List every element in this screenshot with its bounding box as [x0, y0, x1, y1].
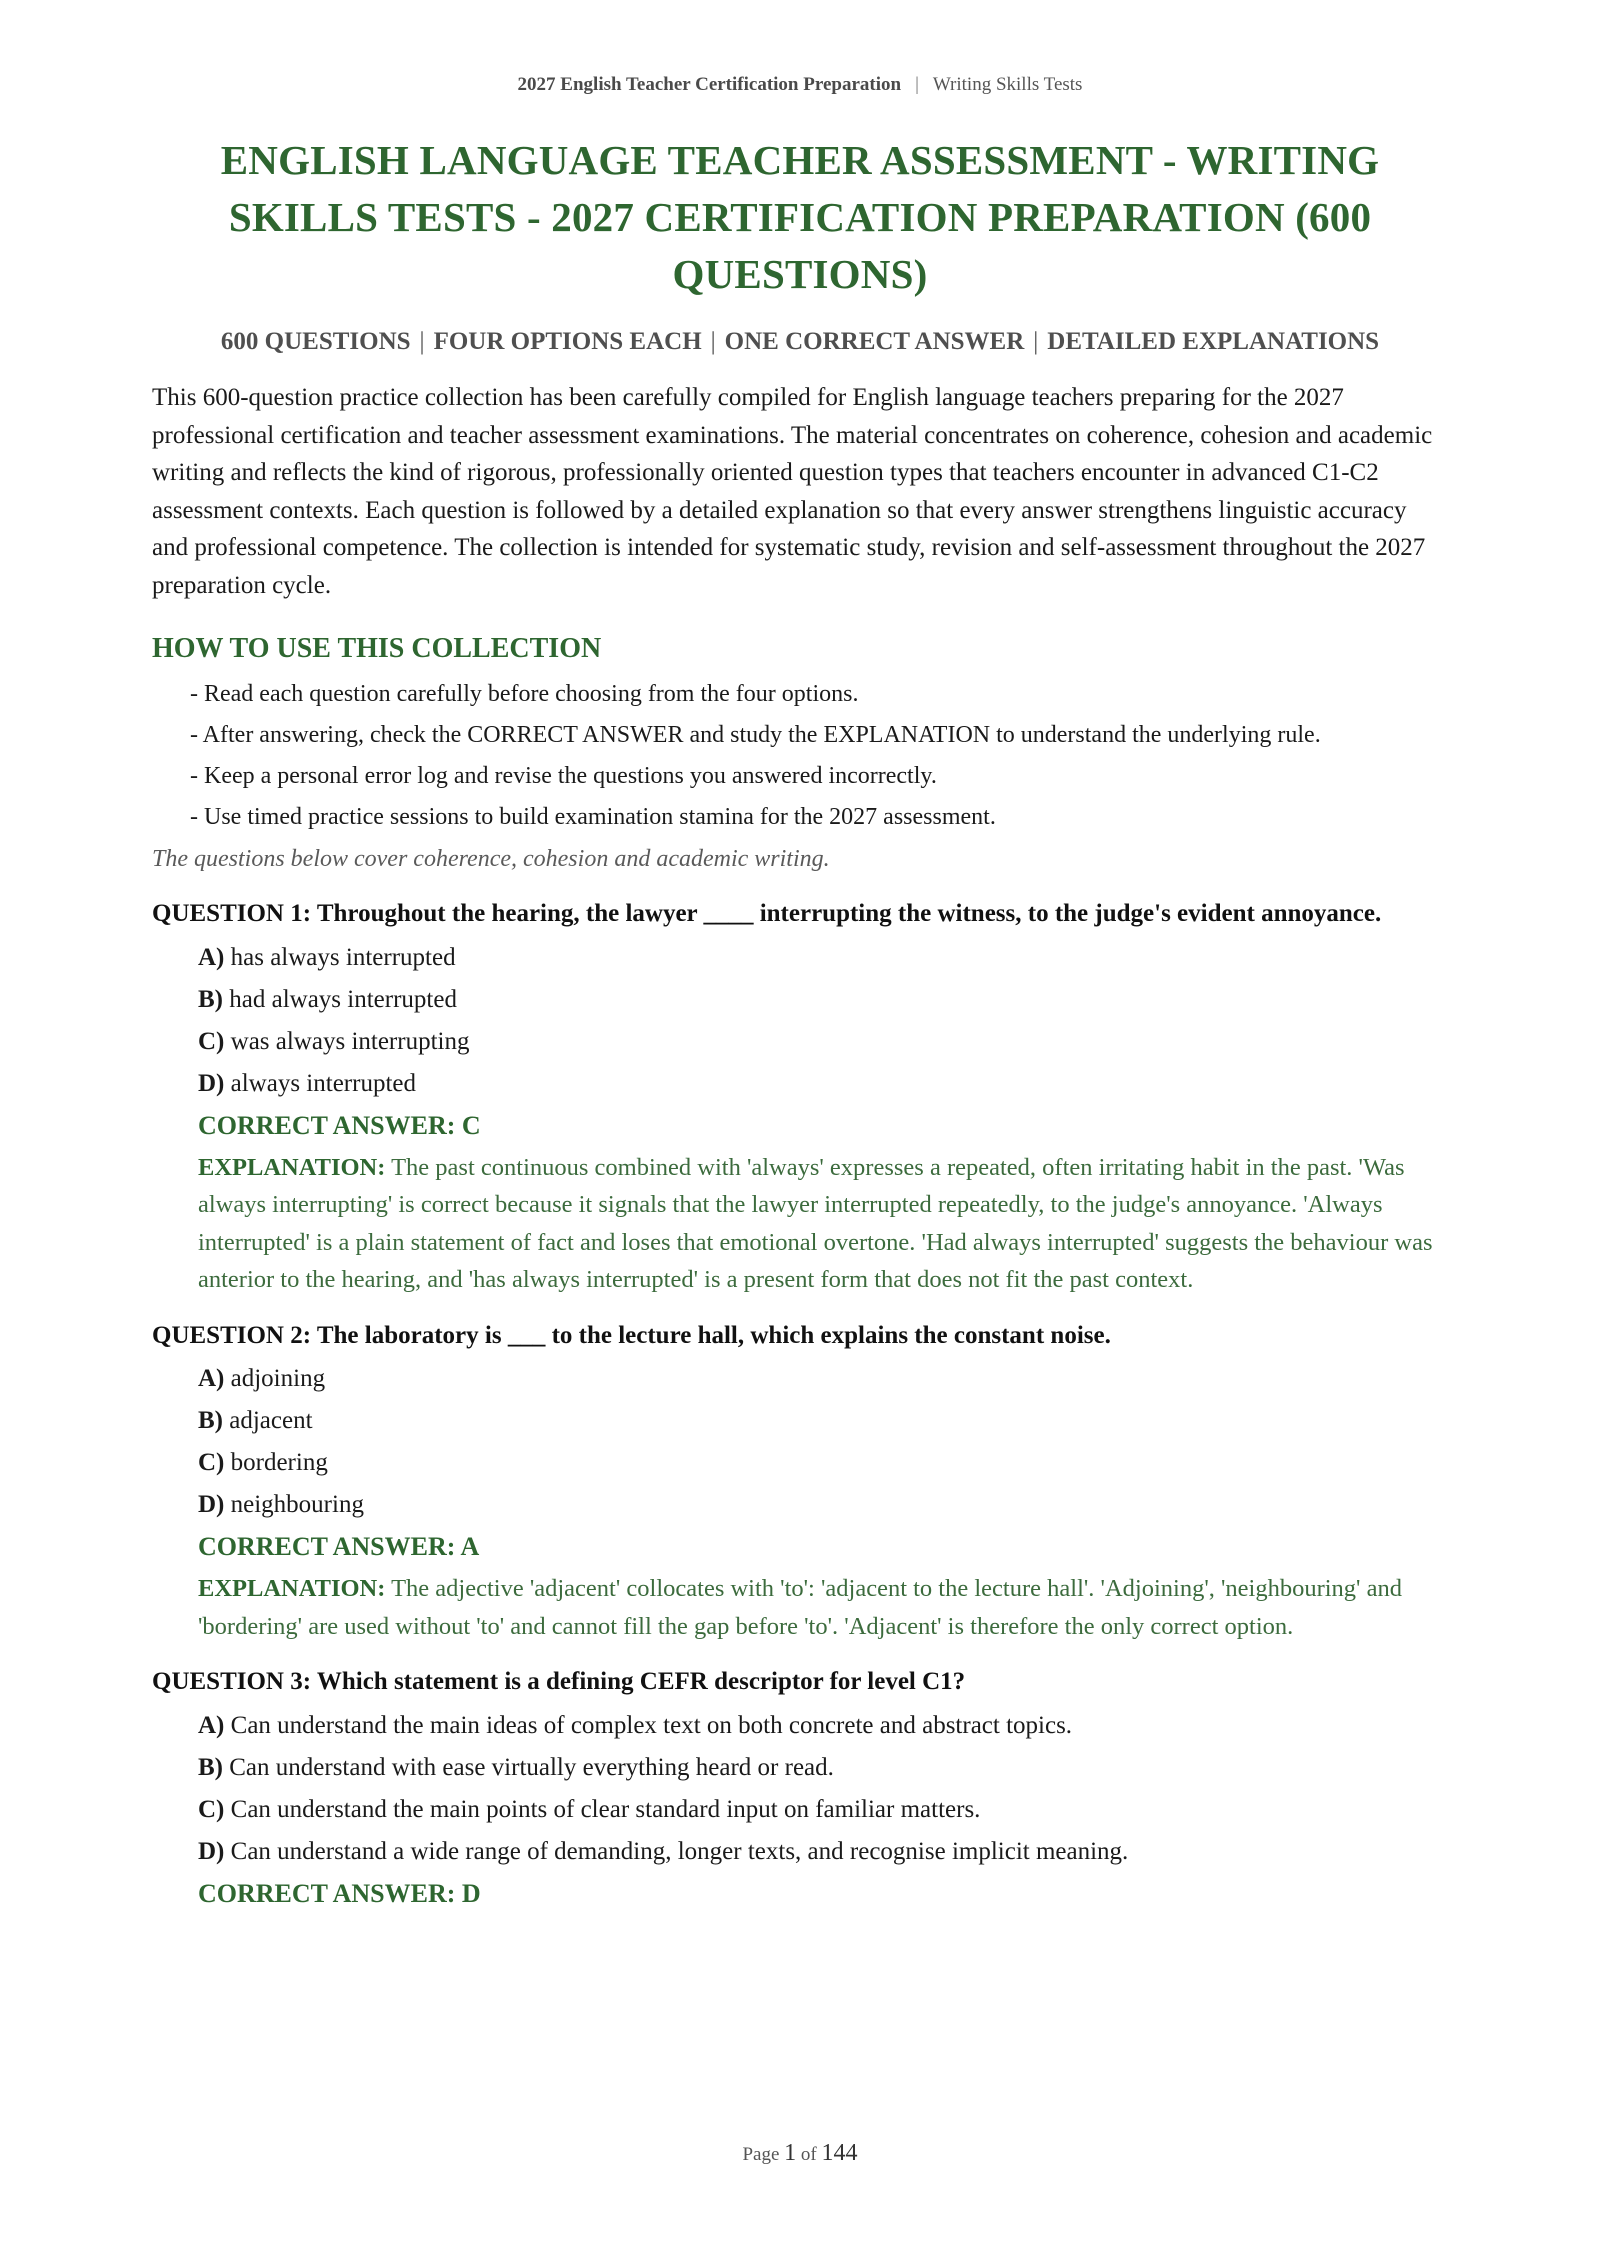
option-text: Can understand with ease virtually everything heard or read. — [229, 1753, 834, 1781]
option-letter: A) — [198, 1711, 225, 1739]
explanation-text: The adjective 'adjacent' collocates with 'to': 'adjacent to the lecture hall'. 'Adjoining', 'neighbouring' and 'bordering' are used without 'to' and cannot fill the gap before 'to'. 'Adjacent' is therefore the only correct option. — [198, 1575, 1402, 1640]
option-text: bordering — [230, 1449, 328, 1476]
subtitle-separator: | — [710, 328, 716, 355]
question-stem: QUESTION 1: Throughout the hearing, the lawyer ____ interrupting the witness, to the judge's evident annoyance. — [152, 900, 1382, 927]
option-list — [152, 1360, 1448, 1523]
option-letter: C) — [198, 1027, 225, 1055]
option-text: had always interrupted — [229, 985, 457, 1013]
howto-item: - After answering, check the CORRECT ANSWER and study the EXPLANATION to understand the underlying rule. — [190, 722, 1321, 748]
option-letter: B) — [198, 1753, 223, 1781]
page-footer — [0, 2140, 1600, 2167]
option-text: always interrupted — [230, 1069, 416, 1097]
document-title: ENGLISH LANGUAGE TEACHER ASSESSMENT - WRITING SKILLS TESTS - 2027 CERTIFICATION PREPARATION (600 QUESTIONS) — [220, 137, 1380, 297]
intro-paragraph: This 600-question practice collection has been carefully compiled for English language teachers preparing for the 2027 professional certification and teacher assessment examinations. The material concentrates on coherence, cohesion and academic writing and reflects the kind of rigorous, professionally oriented question types that teachers encounter in advanced C1-C2 assessment contexts. Each question is followed by a detailed explanation so that every answer strengthens linguistic accuracy and professional competence. The collection is intended for systematic study, revision and self-assessment throughout the 2027 preparation cycle. — [152, 384, 1433, 599]
page-current: 1 — [784, 2140, 797, 2166]
correct-answer: CORRECT ANSWER: C — [198, 1110, 481, 1140]
subtitle-bar — [152, 325, 1448, 359]
option-letter: D) — [198, 1491, 225, 1518]
option-letter: D) — [198, 1069, 225, 1097]
option-item — [198, 1791, 1448, 1828]
page-content — [152, 132, 1448, 1913]
howto-item: - Use timed practice sessions to build examination stamina for the 2027 assessment. — [190, 804, 996, 830]
option-text: adjoining — [230, 1365, 326, 1392]
option-text: Can understand the main ideas of complex text on both concrete and abstract topics. — [230, 1711, 1073, 1739]
option-item — [198, 1360, 1448, 1397]
page-total: 144 — [821, 2140, 858, 2166]
subtitle-separator: | — [419, 328, 425, 355]
option-letter: A) — [198, 1365, 225, 1392]
subtitle-item: FOUR OPTIONS EACH — [433, 328, 702, 355]
option-text: has always interrupted — [230, 943, 456, 971]
option-letter: B) — [198, 985, 223, 1013]
option-text: Can understand a wide range of demanding, longer texts, and recognise implicit meaning. — [230, 1837, 1129, 1865]
explanation-text: The past continuous combined with 'always' expresses a repeated, often irritating habit in the past. 'Was always interrupting' is correct because it signals that the lawyer interrupted repeatedly, to the judge's annoyance. 'Always interrupted' is a plain statement of fact and loses that emotional overtone. 'Had always interrupted' suggests the behaviour was anterior to the hearing, and 'has always interrupted' is a present form that does not fit the past context. — [198, 1153, 1433, 1293]
subtitle-item: DETAILED EXPLANATIONS — [1047, 328, 1380, 355]
option-text: adjacent — [229, 1407, 313, 1434]
question-stem: QUESTION 2: The laboratory is ___ to the lecture hall, which explains the constant noise. — [152, 1321, 1111, 1349]
question-block — [152, 1663, 1448, 1913]
howto-item: - Read each question carefully before choosing from the four options. — [190, 681, 859, 707]
option-letter: A) — [198, 943, 225, 971]
header-right-text: Writing Skills Tests — [932, 74, 1083, 95]
option-item — [198, 1402, 1448, 1439]
option-item — [198, 1065, 1448, 1102]
subtitle-item: 600 QUESTIONS — [220, 328, 411, 355]
header-left-text: 2027 English Teacher Certification Preparation — [517, 74, 902, 95]
explanation — [152, 1570, 1448, 1645]
subtitle-separator: | — [1033, 328, 1039, 355]
question-stem: QUESTION 3: Which statement is a defining CEFR descriptor for level C1? — [152, 1668, 966, 1695]
running-header — [0, 74, 1600, 96]
correct-answer: CORRECT ANSWER: A — [198, 1532, 480, 1561]
option-text: Can understand the main points of clear standard input on familiar matters. — [230, 1795, 981, 1823]
option-item — [198, 1486, 1448, 1523]
option-item — [198, 1444, 1448, 1481]
scope-note: The questions below cover coherence, cohesion and academic writing. — [152, 846, 830, 872]
explanation — [152, 1149, 1448, 1299]
subtitle-item: ONE CORRECT ANSWER — [724, 328, 1025, 355]
option-item — [198, 1833, 1448, 1870]
header-separator: | — [915, 74, 919, 95]
option-text: neighbouring — [230, 1491, 364, 1518]
explanation-label: EXPLANATION: — [198, 1575, 386, 1602]
option-letter: C) — [198, 1795, 225, 1823]
page-word: Page — [742, 2144, 780, 2165]
of-word: of — [800, 2144, 817, 2165]
question-block — [152, 895, 1448, 1299]
howto-item: - Keep a personal error log and revise the questions you answered incorrectly. — [190, 763, 937, 789]
option-item — [198, 1749, 1448, 1786]
option-letter: C) — [198, 1449, 225, 1476]
howto-heading: HOW TO USE THIS COLLECTION — [152, 633, 602, 664]
option-letter: B) — [198, 1407, 223, 1434]
option-item — [198, 1023, 1448, 1060]
option-letter: D) — [198, 1837, 225, 1865]
option-list — [152, 939, 1448, 1102]
option-item — [198, 1707, 1448, 1744]
howto-list — [152, 677, 1448, 835]
option-text: was always interrupting — [230, 1027, 470, 1055]
question-block — [152, 1317, 1448, 1646]
explanation-label: EXPLANATION: — [198, 1153, 386, 1181]
option-list — [152, 1707, 1448, 1870]
correct-answer: CORRECT ANSWER: D — [198, 1878, 481, 1908]
option-item — [198, 939, 1448, 976]
option-item — [198, 981, 1448, 1018]
